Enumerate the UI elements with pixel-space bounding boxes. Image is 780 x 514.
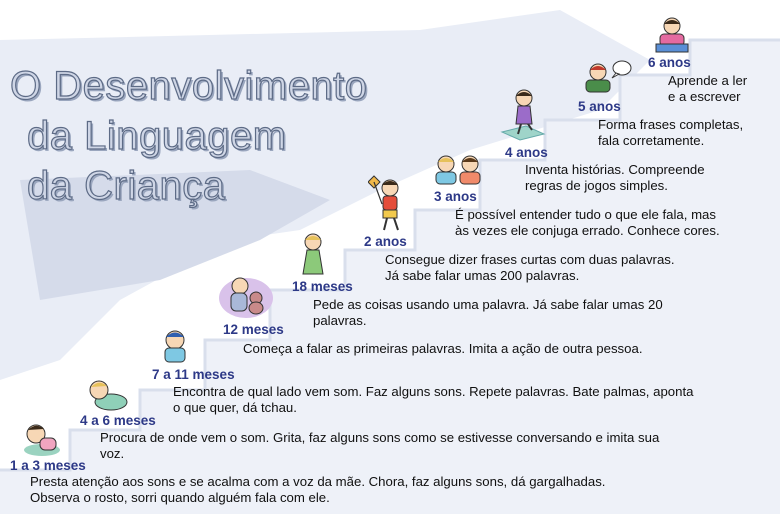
stage-desc-6-line-2: Já sabe falar umas 200 palavras. — [385, 268, 580, 283]
child-reading-icon — [652, 16, 692, 54]
stage-desc-7-line-1: É possível entender tudo o que ele fala, mas — [455, 207, 716, 222]
child-talking-icon — [578, 58, 632, 96]
stage-desc-3-line-2: o que quer, dá tchau. — [173, 400, 297, 415]
stage-age-7: 3 anos — [434, 189, 477, 204]
stage-desc-1-line-2: Observa o rosto, sorri quando alguém fala com ele. — [30, 490, 330, 505]
stage-age-1: 1 a 3 meses — [10, 458, 86, 473]
baby-crawling-icon — [85, 376, 131, 412]
title-line-3: da Criança — [27, 164, 226, 208]
stage-age-6: 2 anos — [364, 234, 407, 249]
stage-desc-2-line-2: voz. — [100, 446, 125, 461]
stage-age-2: 4 a 6 meses — [80, 413, 156, 428]
child-hopscotch-icon — [500, 88, 546, 142]
stage-desc-1-line-1: Presta atenção aos sons e se acalma com a voz da mãe. Chora, faz alguns sons, dá gargalhadas. — [30, 474, 606, 489]
stage-desc-9-line-1: Forma frases completas, — [598, 117, 744, 132]
stage-desc-4-line-1: Começa a falar as primeiras palavras. Imita a ação de outra pessoa. — [243, 341, 643, 356]
stage-age-3: 7 a 11 meses — [152, 367, 235, 382]
stage-desc-9-line-2: fala corretamente. — [598, 133, 705, 148]
toddler-standing-icon — [295, 232, 331, 276]
baby-sitting-icon — [155, 328, 195, 366]
stage-desc-3-line-1: Encontra de qual lado vem som. Faz alguns sons. Repete palavras. Bate palmas, aponta — [173, 384, 694, 399]
stage-age-4: 12 meses — [223, 322, 284, 337]
stage-age-5: 18 meses — [292, 279, 353, 294]
title-line-2: da Linguagem — [27, 114, 287, 158]
stage-desc-2-line-1: Procura de onde vem o som. Grita, faz alguns sons como se estivesse conversando e imita sua — [100, 430, 660, 445]
stage-age-8: 4 anos — [505, 145, 548, 160]
baby-lying-icon — [20, 420, 64, 458]
stage-desc-6-line-1: Consegue dizer frases curtas com duas palavras. — [385, 252, 675, 267]
title-line-1: O Desenvolvimento — [10, 64, 368, 108]
stage-desc-7-line-2: às vezes ele conjuga errado. Conhece cores. — [455, 223, 720, 238]
children-playing-icon — [430, 152, 488, 188]
stage-desc-8-line-1: Inventa histórias. Compreende — [525, 162, 705, 177]
stage-desc-8-line-2: regras de jogos simples. — [525, 178, 668, 193]
stage-desc-5-line-2: palavras. — [313, 313, 367, 328]
stage-desc-5-line-1: Pede as coisas usando uma palavra. Já sabe falar umas 20 — [313, 297, 663, 312]
stage-desc-10-line-1: Aprende a ler — [668, 73, 748, 88]
stage-desc-10-line-2: e a escrever — [668, 89, 741, 104]
stage-age-9: 5 anos — [578, 99, 621, 114]
child-pinwheel-icon — [368, 170, 408, 232]
toddler-teddy-icon — [218, 272, 274, 320]
stage-age-10: 6 anos — [648, 55, 691, 70]
